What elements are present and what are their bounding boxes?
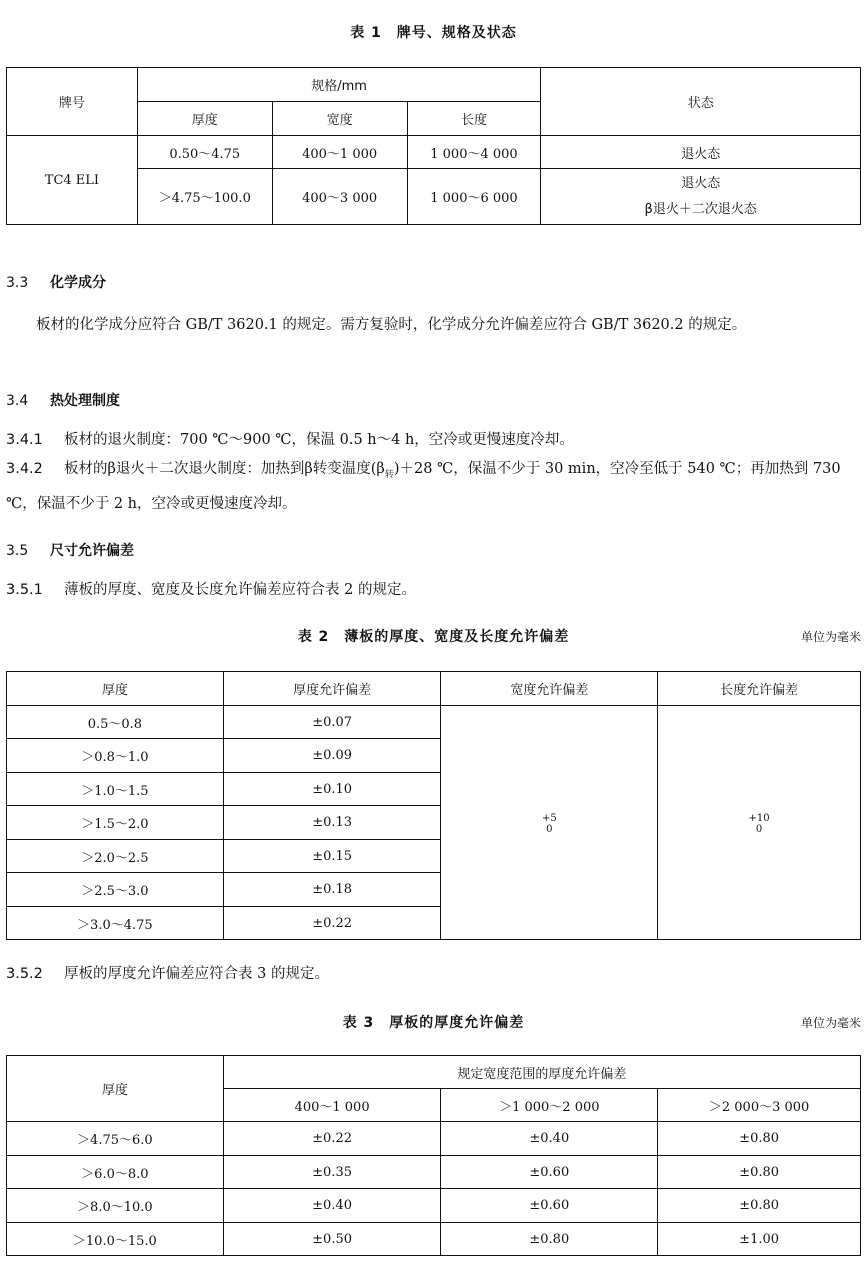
table-cell: ±0.60 xyxy=(441,1156,658,1189)
table3-caption: 表 3 厚板的厚度允许偏差 xyxy=(342,1015,525,1031)
paragraph: 板材的化学成分应符合 GB/T 3620.1 的规定。需方复验时，化学成分允许偏差应符合 GB/T 3620.2 的规定。 xyxy=(36,317,747,333)
table1 xyxy=(6,67,861,225)
table-cell: ±0.35 xyxy=(223,1156,441,1189)
table-cell: ±0.22 xyxy=(223,1122,441,1156)
length-tolerance-cell xyxy=(658,706,861,940)
table-cell xyxy=(541,169,861,225)
clause-number: 3.5.1 xyxy=(6,582,43,598)
table1-header-width: 宽度 xyxy=(272,102,407,136)
clause-text: )＋28 ℃，保温不少于 30 min，空冷至低于 540 ℃；再加热到 730 ℃，保温不少于 2 h，空冷或更慢速度冷却。 xyxy=(6,461,841,512)
table1-caption: 表 1 牌号、规格及状态 xyxy=(350,25,517,41)
section-heading xyxy=(6,272,106,292)
clause-number: 3.5.2 xyxy=(6,966,43,982)
tolerance-value xyxy=(749,813,770,835)
table-cell: ＞8.0～10.0 xyxy=(7,1189,224,1223)
paragraph xyxy=(6,960,861,989)
table-cell: ±0.07 xyxy=(223,706,441,739)
table-cell: ＞6.0～8.0 xyxy=(7,1156,224,1189)
tolerance-upper: +5 xyxy=(541,813,557,824)
table1-grade-cell: TC4 ELI xyxy=(7,136,138,225)
table-cell: ±0.40 xyxy=(223,1189,441,1223)
tolerance-upper: +10 xyxy=(748,813,770,824)
table-cell: ＞10.0～15.0 xyxy=(7,1223,224,1256)
table2-header: 长度允许偏差 xyxy=(658,672,861,706)
tolerance-value xyxy=(542,813,557,835)
table3-header-group: 规定宽度范围的厚度允许偏差 xyxy=(223,1056,860,1089)
section-number: 3.3 xyxy=(6,275,29,291)
table2-header: 厚度允许偏差 xyxy=(223,672,441,706)
table-cell: ±0.60 xyxy=(441,1189,658,1223)
table-cell: ＞0.8～1.0 xyxy=(7,739,224,773)
width-tolerance-cell xyxy=(441,706,658,940)
table-cell: ±0.80 xyxy=(658,1122,861,1156)
table-cell: ±0.80 xyxy=(441,1223,658,1256)
table-row xyxy=(7,1122,861,1156)
clause-text: 板材的退火制度：700 ℃～900 ℃，保温 0.5 h～4 h，空冷或更慢速度冷却。 xyxy=(64,432,574,448)
paragraph xyxy=(6,455,861,519)
table-cell: ±0.13 xyxy=(223,806,441,840)
table-cell: ±0.09 xyxy=(223,739,441,773)
clause-text: 薄板的厚度、宽度及长度允许偏差应符合表 2 的规定。 xyxy=(64,582,416,598)
table-cell: 0.50～4.75 xyxy=(137,136,272,169)
table2-caption: 表 2 薄板的厚度、宽度及长度允许偏差 xyxy=(297,629,570,645)
table-cell: 0.5～0.8 xyxy=(7,706,224,739)
table-cell: ＞4.75～6.0 xyxy=(7,1122,224,1156)
table2 xyxy=(6,671,861,940)
clause-number: 3.4.1 xyxy=(6,432,43,448)
table3-unit: 单位为毫米 xyxy=(800,1016,861,1030)
table-cell: ±0.10 xyxy=(223,773,441,806)
table2-header: 宽度允许偏差 xyxy=(441,672,658,706)
table-row xyxy=(7,1156,861,1189)
table3-header-col: ＞1 000～2 000 xyxy=(441,1089,658,1122)
table3 xyxy=(6,1055,861,1256)
table3-header-col: 400～1 000 xyxy=(223,1089,441,1122)
table-cell: ±0.80 xyxy=(658,1156,861,1189)
state-line: β退火＋二次退火态 xyxy=(644,201,757,217)
table-cell: ＞3.0～4.75 xyxy=(7,907,224,940)
table-cell: 400～1 000 xyxy=(272,136,407,169)
section-title: 热处理制度 xyxy=(50,393,120,409)
table3-header-col: ＞2 000～3 000 xyxy=(658,1089,861,1122)
table-cell: 退火态 xyxy=(541,136,861,169)
table-cell: ±0.18 xyxy=(223,873,441,907)
clause-text: 厚板的厚度允许偏差应符合表 3 的规定。 xyxy=(64,966,329,982)
table-cell: 400～3 000 xyxy=(272,169,407,225)
table-cell: ±0.80 xyxy=(658,1189,861,1223)
table-cell: 1 000～4 000 xyxy=(407,136,541,169)
clause-number: 3.4.2 xyxy=(6,461,43,477)
table-cell: ±0.15 xyxy=(223,840,441,873)
clause-subscript: 转 xyxy=(384,469,394,480)
clause-text: 板材的β退火＋二次退火制度：加热到β转变温度(β xyxy=(64,461,385,477)
table1-header-thickness: 厚度 xyxy=(137,102,272,136)
tolerance-lower: 0 xyxy=(546,824,553,835)
table1-header-spec: 规格/mm xyxy=(137,68,541,102)
section-number: 3.5 xyxy=(6,543,29,559)
table-cell: ±1.00 xyxy=(658,1223,861,1256)
table-cell: ±0.22 xyxy=(223,907,441,940)
table1-header-state: 状态 xyxy=(541,68,861,136)
table1-header-length: 长度 xyxy=(407,102,541,136)
table-row xyxy=(7,1189,861,1223)
table-cell: ＞2.0～2.5 xyxy=(7,840,224,873)
state-line: 退火态 xyxy=(681,175,721,191)
tolerance-lower: 0 xyxy=(755,824,763,835)
table-cell: ＞1.0～1.5 xyxy=(7,773,224,806)
section-heading xyxy=(6,540,134,560)
table-cell: ＞4.75～100.0 xyxy=(137,169,272,225)
paragraph xyxy=(6,576,861,605)
table1-header-grade: 牌号 xyxy=(7,68,138,136)
table-cell: ＞1.5～2.0 xyxy=(7,806,224,840)
section-heading xyxy=(6,390,120,410)
table-row xyxy=(7,1223,861,1256)
table-cell: ＞2.5～3.0 xyxy=(7,873,224,907)
section-number: 3.4 xyxy=(6,393,29,409)
section-title: 化学成分 xyxy=(50,275,106,291)
table3-header-thickness: 厚度 xyxy=(7,1056,224,1122)
table-cell: ±0.50 xyxy=(223,1223,441,1256)
table-cell: ±0.40 xyxy=(441,1122,658,1156)
table2-unit: 单位为毫米 xyxy=(800,630,861,644)
table2-header: 厚度 xyxy=(7,672,224,706)
table-cell: 1 000～6 000 xyxy=(407,169,541,225)
table-row xyxy=(7,136,861,169)
section-title: 尺寸允许偏差 xyxy=(50,543,134,559)
paragraph xyxy=(6,426,861,455)
table-row xyxy=(7,706,861,739)
